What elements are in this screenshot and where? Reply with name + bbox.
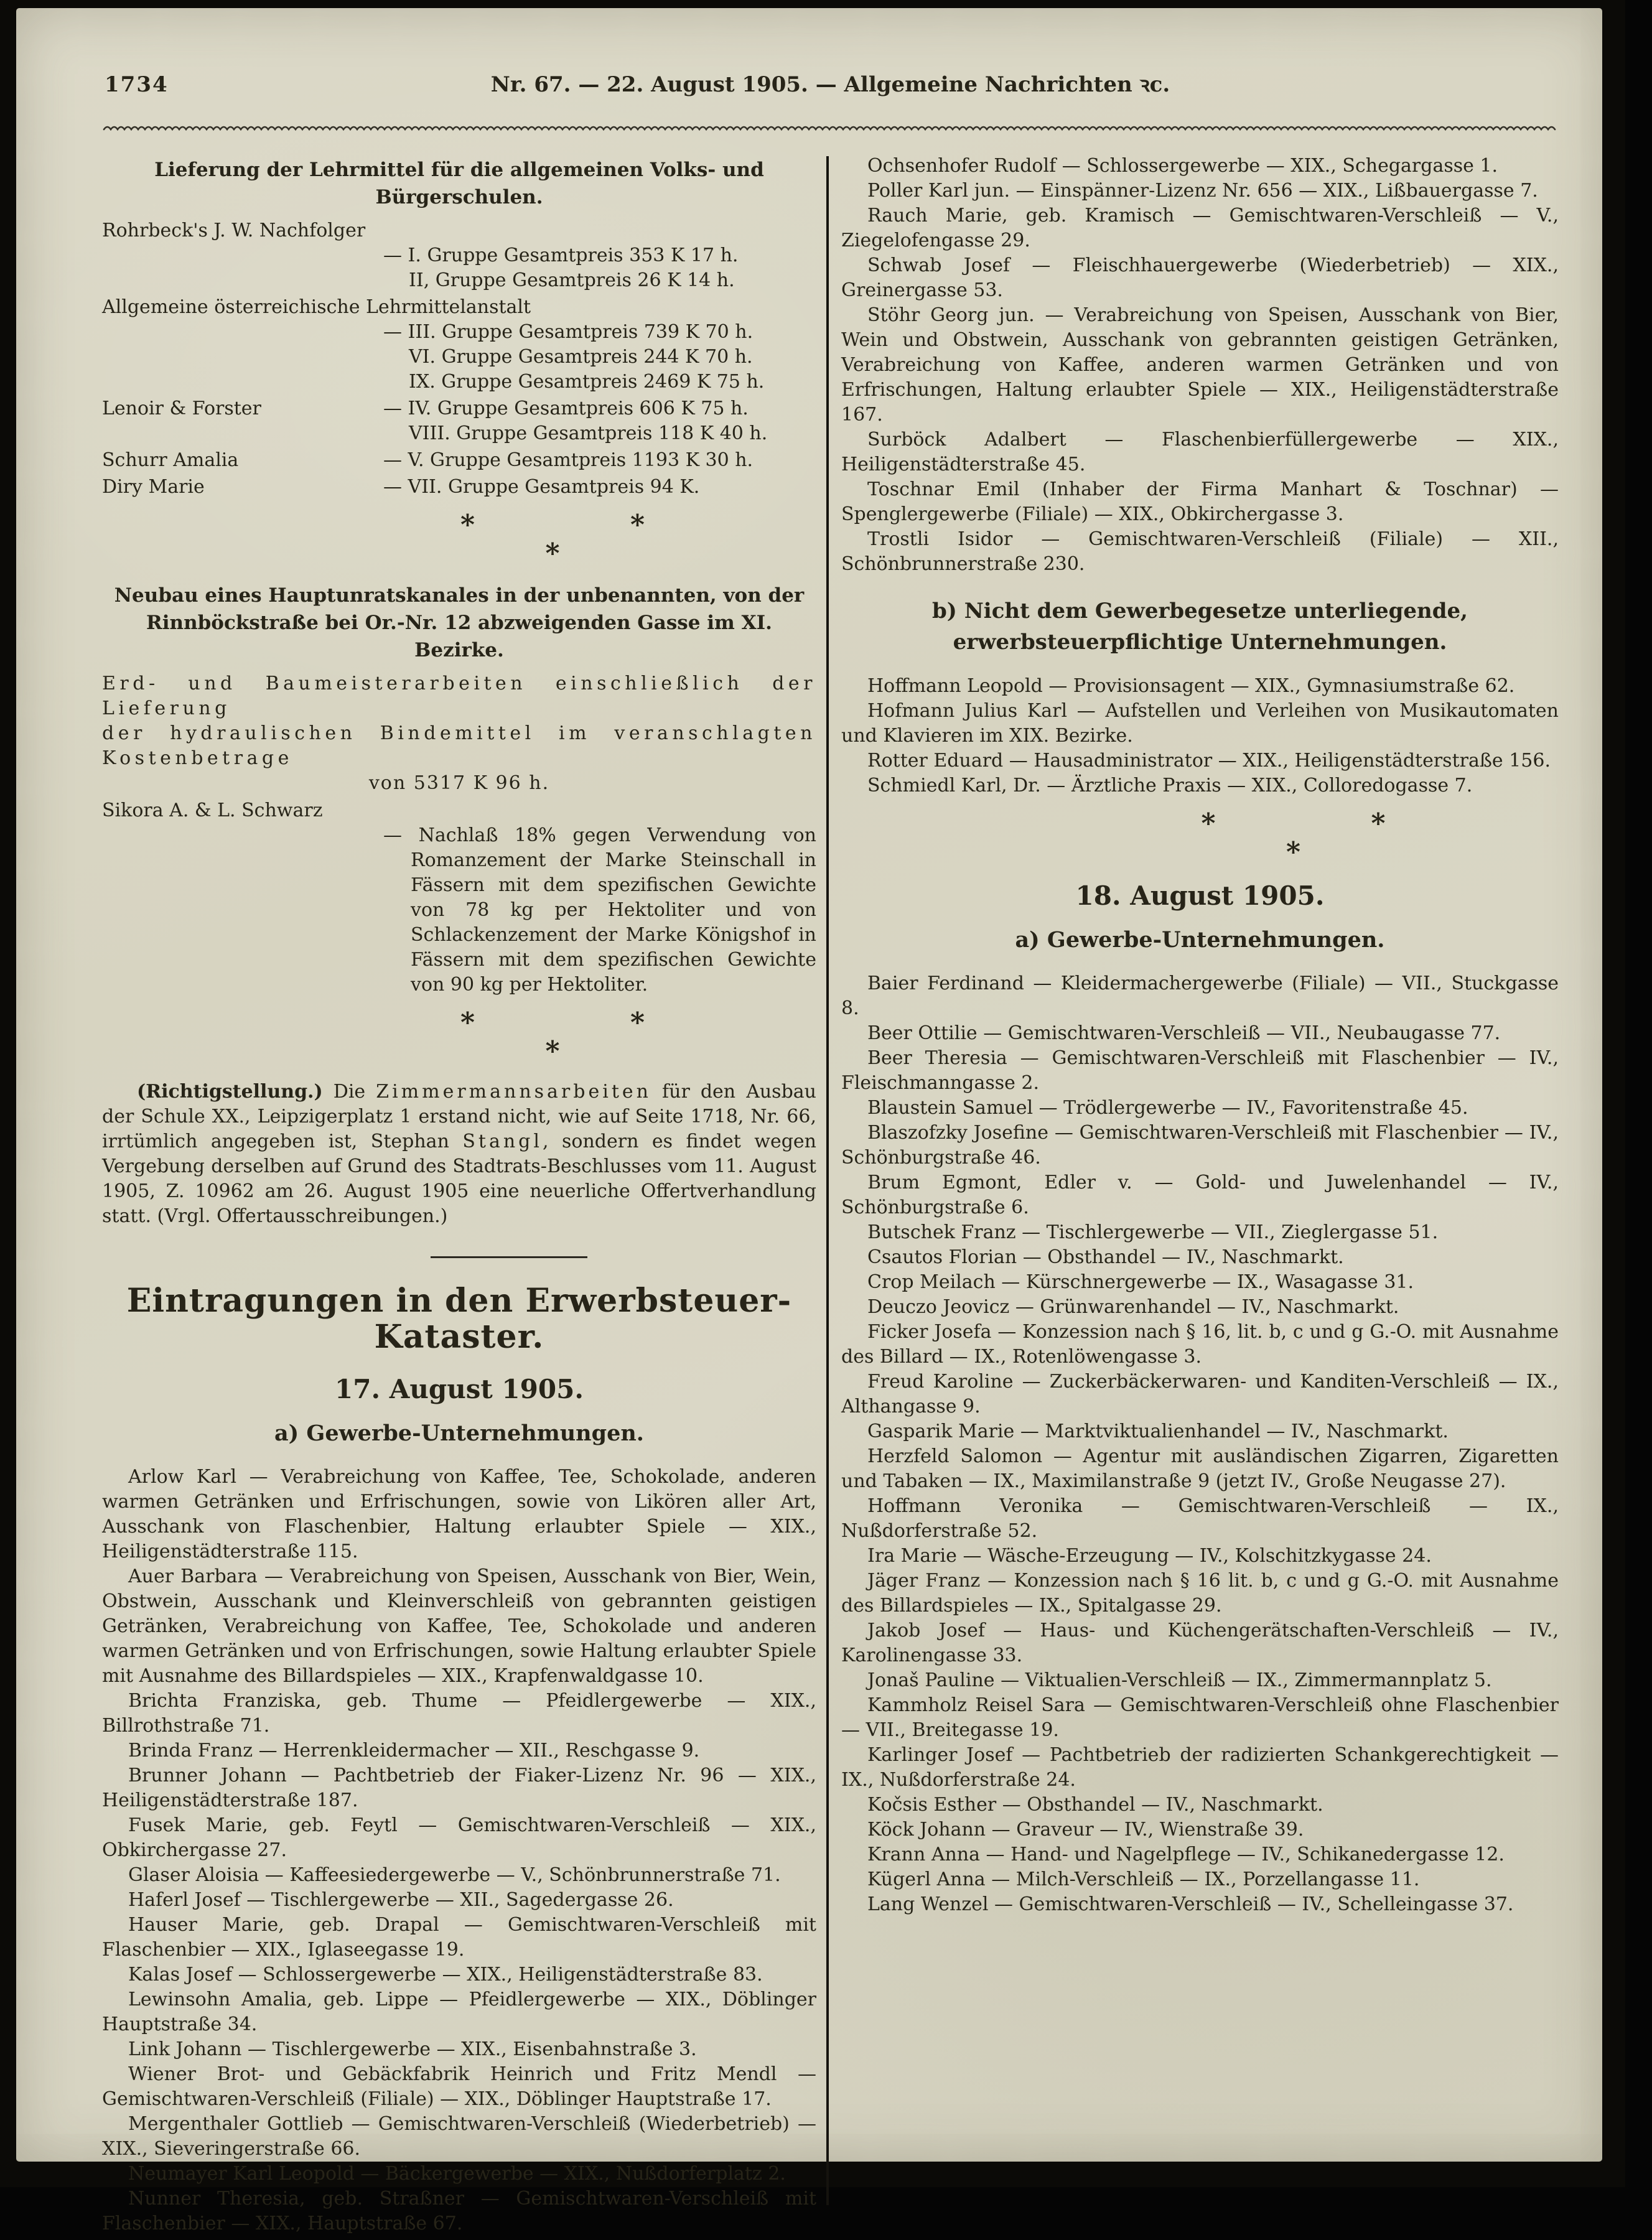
entry: Kügerl Anna — Milch-Verschleiß — IX., Porzellangasse 11.	[867, 1869, 1420, 1890]
tender-name: Rohrbeck's J. W. Nachfolger	[102, 220, 366, 241]
entry: Toschnar Emil (Inhaber der Firma Manhart & Toschnar) — Spenglergewerbe (Filiale) — XIX., Obkirchergasse 3.	[841, 478, 1559, 525]
entry: Rauch Marie, geb. Kramisch — Gemischtwaren-Verschleiß — V., Ziegelofengasse 29.	[841, 205, 1559, 251]
entry: Csautos Florian — Obsthandel — IV., Naschmarkt.	[867, 1246, 1344, 1268]
entry: Ira Marie — Wäsche-Erzeugung — IV., Kolschitzkygasse 24.	[867, 1545, 1432, 1567]
stars-top-row	[935, 808, 1652, 839]
star-glyph: *	[545, 538, 560, 569]
entry: Auer Barbara — Verabreichung von Speisen, Ausschank von Bier, Wein, Obstwein, Ausschank und Kleinverschleiß von gebrannten geistigen Getränken, Verabreichung von Kaffee, Tee, Schokolade und anderen warmen Getränken und von Erfrischungen, sowie Haltung erlaubter Spiele mit Ausnahme des Billardspieles — XIX., Krapfenwaldgasse 10.	[102, 1566, 816, 1687]
entry: Kočsis Esther — Obsthandel — IV., Naschmarkt.	[867, 1794, 1323, 1816]
left-column	[102, 154, 816, 2240]
tender-groups	[383, 396, 816, 446]
spaced-line: Erd- und Baumeisterarbeiten einschließlich der Lieferung	[102, 673, 816, 719]
tender-name: Diry Marie	[102, 476, 205, 498]
paper-sheet	[16, 8, 1602, 2234]
section-heading: Lieferung der Lehrmittel für die allgemeinen Volks- und Bürgerschulen.	[154, 159, 764, 208]
spaced-paragraph	[102, 671, 816, 796]
correction-paragraph	[102, 1080, 816, 1229]
entries-group	[841, 154, 1559, 577]
entry: Fusek Marie, geb. Feytl — Gemischtwaren-Verschleiß — XIX., Obkirchergasse 27.	[102, 1814, 816, 1861]
entry: Ochsenhofer Rudolf — Schlossergewerbe — XIX., Schegargasse 1.	[867, 155, 1498, 177]
subsection-heading: b) Nicht dem Gewerbegesetze unterliegende, erwerbsteuerpflichtige Unternehmungen.	[932, 599, 1468, 655]
tender-groups	[383, 475, 816, 500]
tender-row	[102, 218, 816, 293]
tender-name: Allgemeine österreichische Lehrmittelanstalt	[102, 296, 531, 318]
tender-row	[102, 396, 816, 446]
entry: Beer Ottilie — Gemischtwaren-Verschleiß — VII., Neubaugasse 77.	[867, 1022, 1501, 1044]
tender-name: Schurr Amalia	[102, 449, 239, 471]
main-heading: Eintragungen in den Erwerbsteuer-Kataster.	[126, 1282, 792, 1356]
stars-top-row	[195, 1007, 910, 1038]
entry: Schmiedl Karl, Dr. — Ärztliche Praxis — XIX., Colloredogasse 7.	[867, 775, 1473, 796]
section-heading: Neubau eines Hauptunratskanales in der unbenannten, von der Rinnböckstraße bei Or.-Nr. 12 abzweigenden Gasse im XI. Bezirke.	[114, 584, 805, 661]
entry: Glaser Aloisia — Kaffeesiedergewerbe — V., Schönbrunnerstraße 71.	[128, 1864, 781, 1886]
date-heading: 17. August 1905.	[335, 1374, 584, 1404]
entries-group	[102, 1465, 816, 2236]
two-column-body	[102, 154, 1559, 2240]
tender-row	[102, 448, 816, 473]
entry: Crop Meilach — Kürschnergewerbe — IX., Wasagasse 31.	[867, 1271, 1414, 1293]
stars-bottom-row	[195, 538, 910, 569]
entry: Köck Johann — Graveur — IV., Wienstraße 39.	[867, 1819, 1304, 1841]
page-title: Nr. 67. — 22. August 1905. — Allgemeine Nachrichten ꝛc.	[490, 72, 1170, 97]
entry: Brinda Franz — Herrenkleidermacher — XII., Reschgasse 9.	[128, 1740, 700, 1762]
stars-separator	[935, 808, 1652, 868]
entry: Poller Karl jun. — Einspänner-Lizenz Nr. 656 — XIX., Lißbauergasse 7.	[867, 180, 1538, 202]
star-glyph: *	[1201, 808, 1216, 839]
subsection-heading: a) Gewerbe-Unternehmungen.	[1015, 927, 1385, 953]
entry: Surböck Adalbert — Flaschenbierfüllergewerbe — XIX., Heiligenstädterstraße 45.	[841, 429, 1559, 475]
entry: Freud Karoline — Zuckerbäckerwaren- und Kanditen-Verschleiß — IX., Althangasse 9.	[841, 1371, 1559, 1417]
tender-row	[102, 295, 816, 394]
star-glyph: *	[630, 1007, 645, 1038]
correction-segment: Zimmermannsarbeiten	[376, 1081, 651, 1103]
correction-segment: für den Ausbau der Schule XX., Leipzigerplatz 1 erstand nicht, wie auf Seite 1718, Nr. 66, irrtümlich angegeben ist, Stephan	[102, 1081, 816, 1152]
correction-segment: Die	[322, 1081, 376, 1103]
entry: Schwab Josef — Fleischhauergewerbe (Wiederbetrieb) — XIX., Greinergasse 53.	[841, 254, 1559, 301]
page-header	[102, 70, 1559, 99]
tender-group-line: — III. Gruppe Gesamtpreis 739 K 70 h.	[383, 321, 754, 343]
section-rule	[431, 1256, 587, 1258]
entry: Stöhr Georg jun. — Verabreichung von Speisen, Ausschank von Bier, Wein und Obstwein, Ausschank von gebrannten geistigen Getränken, Verabreichung von Kaffee, anderen warmen Getränken und von Erfrischungen, Haltung erlaubter Spiele — XIX., Heiligenstädterstraße 167.	[841, 304, 1559, 426]
entry: Neumayer Karl Leopold — Bäckergewerbe — XIX., Nußdorferplatz 2.	[128, 2163, 786, 2185]
entry: Nunner Theresia, geb. Straßner — Gemischtwaren-Verschleiß mit Flaschenbier — XIX., Hauptstraße 67.	[102, 2188, 816, 2234]
stars-separator	[195, 509, 910, 569]
entry: Mergenthaler Gottlieb — Gemischtwaren-Verschleiß (Wiederbetrieb) — XIX., Sieveringerstraße 66.	[102, 2113, 816, 2160]
entry: Blaszofzky Josefine — Gemischtwaren-Verschleiß mit Flaschenbier — IV., Schönburgstraße 46.	[841, 1122, 1559, 1169]
entry: Deuczo Jeovicz — Grünwarenhandel — IV., Naschmarkt.	[867, 1296, 1399, 1318]
entry: Jakob Josef — Haus- und Küchengerätschaften-Verschleiß — IV., Karolinengasse 33.	[841, 1620, 1559, 1666]
entry: Hoffmann Leopold — Provisionsagent — XIX., Gymnasiumstraße 62.	[867, 675, 1515, 697]
tender-group-line: VI. Gruppe Gesamtpreis 244 K 70 h.	[409, 346, 753, 368]
tender-groups	[383, 448, 816, 473]
entry: Hauser Marie, geb. Drapal — Gemischtwaren-Verschleiß mit Flaschenbier — XIX., Iglaseegasse 19.	[102, 1914, 816, 1961]
tender-group-line: VIII. Gruppe Gesamtpreis 118 K 40 h.	[409, 422, 768, 444]
entry: Arlow Karl — Verabreichung von Kaffee, Tee, Schokolade, anderen warmen Getränken und Erfrischungen, sowie von Likören aller Art, Ausschank von Flaschenbier, Haltung erlaubter Spiele — XIX., Heiligenstädterstraße 115.	[102, 1466, 816, 1562]
tender-row	[102, 475, 816, 500]
stars-separator	[195, 1007, 910, 1067]
tender-group-line: II, Gruppe Gesamtpreis 26 K 14 h.	[409, 269, 735, 291]
subsection-heading: a) Gewerbe-Unternehmungen.	[274, 1421, 644, 1446]
entry: Krann Anna — Hand- und Nagelpflege — IV., Schikanedergasse 12.	[867, 1844, 1505, 1865]
entry: Hofmann Julius Karl — Aufstellen und Verleihen von Musikautomaten und Klavieren im XIX. Bezirke.	[841, 700, 1559, 747]
entry: Hoffmann Veronika — Gemischtwaren-Verschleiß — IX., Nußdorferstraße 52.	[841, 1495, 1559, 1542]
date-heading: 18. August 1905.	[1075, 880, 1325, 911]
entry: Link Johann — Tischlergewerbe — XIX., Eisenbahnstraße 3.	[128, 2038, 697, 2060]
entry: Lewinsohn Amalia, geb. Lippe — Pfeidlergewerbe — XIX., Döblinger Hauptstraße 34.	[102, 1989, 816, 2035]
star-glyph: *	[1371, 808, 1386, 839]
entry: Beer Theresia — Gemischtwaren-Verschleiß mit Flaschenbier — IV., Fleischmanngasse 2.	[841, 1047, 1559, 1094]
entry: Baier Ferdinand — Kleidermachergewerbe (Filiale) — VII., Stuckgasse 8.	[841, 973, 1559, 1019]
tender-groups	[383, 243, 816, 293]
entries-group	[841, 674, 1559, 798]
entry: Kammholz Reisel Sara — Gemischtwaren-Verschleiß ohne Flaschenbier — VII., Breitegasse 19.	[841, 1694, 1559, 1741]
entry: Karlinger Josef — Pachtbetrieb der radizierten Schankgerechtigkeit — IX., Nußdorferstraße 24.	[841, 1744, 1559, 1791]
entry: Haferl Josef — Tischlergewerbe — XII., Sagedergasse 26.	[128, 1889, 674, 1911]
entry: Rotter Eduard — Hausadministrator — XIX., Heiligenstädterstraße 156.	[867, 750, 1551, 772]
entry: Jonaš Pauline — Viktualien-Verschleiß — IX., Zimmermannplatz 5.	[867, 1669, 1492, 1691]
star-glyph: *	[460, 1007, 475, 1038]
entry: Lang Wenzel — Gemischtwaren-Verschleiß — IV., Schelleingasse 37.	[867, 1893, 1514, 1915]
tender-group-line: — IV. Gruppe Gesamtpreis 606 K 75 h.	[383, 398, 749, 419]
entry: Brum Egmont, Edler v. — Gold- und Juwelenhandel — IV., Schönburgstraße 6.	[841, 1172, 1559, 1218]
entry: Jäger Franz — Konzession nach § 16 lit. b, c und g G.-O. mit Ausnahme des Billardspieles — IX., Spitalgasse 29.	[841, 1570, 1559, 1617]
tender-groups	[383, 320, 816, 394]
stars-top-row	[195, 509, 910, 541]
entry: Brunner Johann — Pachtbetrieb der Fiaker-Lizenz Nr. 96 — XIX., Heiligenstädterstraße 187.	[102, 1765, 816, 1811]
stars-bottom-row	[935, 836, 1652, 868]
tender-name: Sikora A. & L. Schwarz	[102, 800, 323, 821]
tender-group-line: IX. Gruppe Gesamtpreis 2469 K 75 h.	[409, 371, 765, 393]
stars-bottom-row	[195, 1035, 910, 1067]
tender-groups	[383, 823, 816, 997]
tender-group-line: — V. Gruppe Gesamtpreis 1193 K 30 h.	[383, 449, 754, 471]
column-divider-rule	[826, 156, 829, 2205]
wavy-divider	[103, 123, 1557, 133]
tender-group-line: — VII. Gruppe Gesamtpreis 94 K.	[383, 476, 700, 498]
tender-group-line: — I. Gruppe Gesamtpreis 353 K 17 h.	[383, 245, 739, 266]
star-glyph: *	[630, 509, 645, 541]
correction-segment: (Richtigstellung.)	[137, 1081, 323, 1103]
entries-group	[841, 971, 1559, 1917]
star-glyph: *	[460, 509, 475, 541]
tender-name: Lenoir & Forster	[102, 398, 261, 419]
entry: Gasparik Marie — Marktviktualienhandel — IV., Naschmarkt.	[867, 1421, 1449, 1442]
entry: Herzfeld Salomon — Agentur mit ausländischen Zigarren, Zigaretten und Tabaken — IX., Maximilanstraße 9 (jetzt IV., Große Neugasse 27).	[841, 1445, 1559, 1492]
page-content	[16, 8, 1602, 2240]
page-number: 1734	[105, 72, 169, 97]
star-glyph: *	[545, 1035, 560, 1067]
entry: Brichta Franziska, geb. Thume — Pfeidlergewerbe — XIX., Billrothstraße 71.	[102, 1690, 816, 1737]
entry: Trostli Isidor — Gemischtwaren-Verschleiß (Filiale) — XII., Schönbrunnerstraße 230.	[841, 528, 1559, 575]
entry: Butschek Franz — Tischlergewerbe — VII., Zieglergasse 51.	[867, 1221, 1439, 1243]
entry: Wiener Brot- und Gebäckfabrik Heinrich und Fritz Mendl — Gemischtwaren-Verschleiß (Filiale) — XIX., Döblinger Hauptstraße 17.	[102, 2063, 816, 2110]
entry: Ficker Josefa — Konzession nach § 16, lit. b, c und g G.-O. mit Ausnahme des Billard — IX., Rotenlöwengasse 3.	[841, 1321, 1559, 1368]
spaced-center-line: von 5317 K 96 h.	[368, 772, 550, 794]
correction-segment: , sondern es findet wegen Vergebung derselben auf Grund des Stadtrats-Beschlusses vom 11. August 1905, Z. 10962 am 26. August 1905 eine neuerliche Offertverhandlung statt. (Vrgl. Offertausschreibungen.)	[102, 1131, 816, 1227]
tender-group-line: — Nachlaß 18% gegen Verwendung von Romanzement der Marke Steinschall in Fässern mit dem spezifischen Gewichte von 78 kg per Hektoliter und von Schlackenzement der Marke Königshof in Fässern mit dem spezifischen Gewichte von 90 kg per Hektoliter.	[383, 824, 816, 996]
star-glyph: *	[1286, 836, 1300, 868]
tender-row	[102, 798, 816, 997]
entry: Blaustein Samuel — Trödlergewerbe — IV., Favoritenstraße 45.	[867, 1097, 1468, 1119]
spaced-line: der hydraulischen Bindemittel im veranschlagten Kostenbetrage	[102, 722, 816, 769]
right-column	[841, 154, 1559, 1921]
correction-segment: Stangl	[462, 1131, 543, 1152]
entry: Kalas Josef — Schlossergewerbe — XIX., Heiligenstädterstraße 83.	[128, 1964, 763, 1986]
